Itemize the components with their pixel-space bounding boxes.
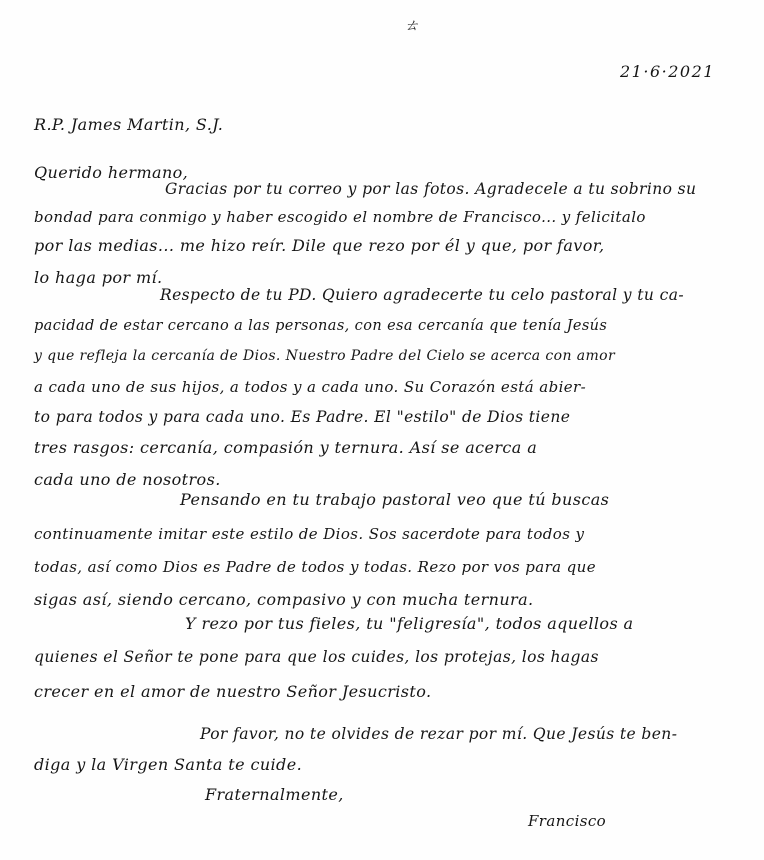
closing: Fraternalmente, [205, 785, 344, 804]
body-line: lo haga por mí. [34, 268, 163, 287]
body-line: todas, así como Dios es Padre de todos y todas. Rezo por vos para que [34, 558, 597, 576]
body-line: y que refleja la cercanía de Dios. Nuestro Padre del Cielo se acerca con amor [34, 348, 616, 364]
body-line: diga y la Virgen Santa te cuide. [34, 755, 303, 774]
body-line: to para todos y para cada uno. Es Padre. El "estilo" de Dios tiene [34, 408, 571, 426]
body-line: Pensando en tu trabajo pastoral veo que tú buscas [180, 490, 610, 509]
body-line: sigas así, siendo cercano, compasivo y con mucha ternura. [34, 590, 534, 609]
body-line: crecer en el amor de nuestro Señor Jesucristo. [34, 682, 432, 701]
body-line: cada uno de nosotros. [34, 470, 221, 489]
recipient-line: R.P. James Martin, S.J. [34, 115, 224, 134]
body-line: Por favor, no te olvides de rezar por mí. Que Jesús te ben- [200, 725, 678, 743]
body-line: a cada uno de sus hijos, a todos y a cada uno. Su Corazón está abier- [34, 378, 587, 396]
salutation: Querido hermano, [34, 163, 189, 182]
body-line: bondad para conmigo y haber escogido el nombre de Francisco... y felicitalo [34, 208, 646, 226]
header-cross-mark: ㄊ [404, 16, 420, 34]
body-line: Y rezo por tus fieles, tu "feligresía", todos aquellos a [185, 614, 634, 633]
body-line: tres rasgos: cercanía, compasión y ternura. Así se acerca a [34, 438, 538, 457]
letter-date: 21·6·2021 [620, 62, 715, 81]
body-line: quienes el Señor te pone para que los cuides, los protejas, los hagas [34, 648, 599, 666]
signature: Francisco [528, 812, 607, 830]
body-line: pacidad de estar cercano a las personas, con esa cercanía que tenía Jesús [34, 318, 608, 334]
body-line: Respecto de tu PD. Quiero agradecerte tu celo pastoral y tu ca- [160, 286, 684, 304]
body-line: por las medias... me hizo reír. Dile que rezo por él y que, por favor, [34, 236, 605, 255]
body-line: Gracias por tu correo y por las fotos. Agradecele a tu sobrino su [165, 180, 697, 198]
body-line: continuamente imitar este estilo de Dios. Sos sacerdote para todos y [34, 525, 585, 543]
